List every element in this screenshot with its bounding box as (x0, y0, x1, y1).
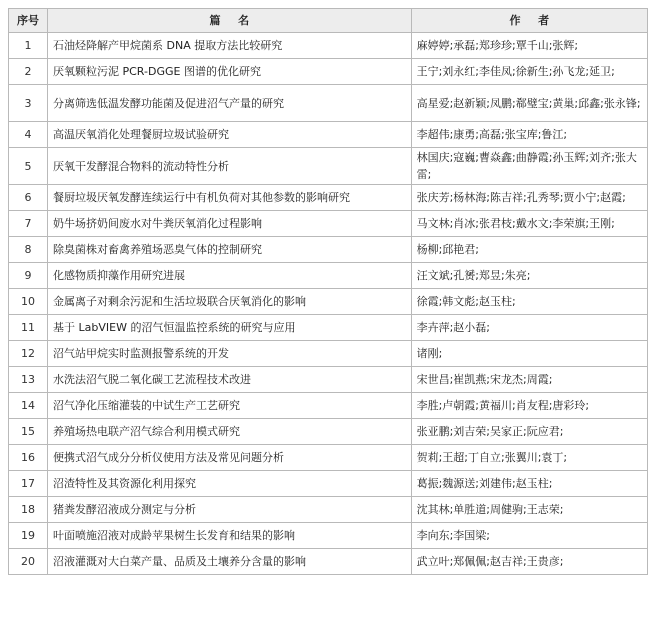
row-title: 化感物质抑藻作用研究进展 (48, 263, 412, 289)
row-author: 高星爱;赵新颖;凤鹏;郗璧宝;黄巢;邱鑫;张永锋; (411, 85, 647, 122)
row-title: 沼渣特性及其资源化利用探究 (48, 471, 412, 497)
row-author: 杨柳;邱艳君; (411, 237, 647, 263)
table-row (9, 393, 648, 419)
header-title: 篇名 (48, 9, 412, 33)
row-number: 3 (9, 85, 48, 122)
table-row (9, 419, 648, 445)
row-title: 高温厌氧消化处理餐厨垃圾试验研究 (48, 122, 412, 148)
row-title: 金属离子对剩余污泥和生活垃圾联合厌氧消化的影响 (48, 289, 412, 315)
row-title: 便携式沼气成分分析仪使用方法及常见问题分析 (48, 445, 412, 471)
row-author: 麻婷婷;承磊;郑珍珍;覃千山;张辉; (411, 33, 647, 59)
row-number: 9 (9, 263, 48, 289)
row-title: 沼气站甲烷实时监测报警系统的开发 (48, 341, 412, 367)
row-author: 李向东;李国梁; (411, 523, 647, 549)
table-row (9, 185, 648, 211)
row-author: 林国庆;寇巍;曹焱鑫;曲静霞;孙玉辉;刘齐;张大雷; (411, 148, 647, 185)
table-row (9, 33, 648, 59)
table-row (9, 263, 648, 289)
row-title: 奶牛场挤奶间废水对牛粪厌氧消化过程影响 (48, 211, 412, 237)
row-author: 李卉萍;赵小磊; (411, 315, 647, 341)
row-title: 沼液灌溉对大白菜产量、品质及土壤养分含量的影响 (48, 549, 412, 575)
row-author: 诸刚; (411, 341, 647, 367)
table-row (9, 237, 648, 263)
row-title: 餐厨垃圾厌氧发酵连续运行中有机负荷对其他参数的影响研究 (48, 185, 412, 211)
row-number: 6 (9, 185, 48, 211)
row-number: 12 (9, 341, 48, 367)
table-row (9, 289, 648, 315)
header-author: 作者 (411, 9, 647, 33)
row-author: 武立叶;郑佩佩;赵吉祥;王贵彦; (411, 549, 647, 575)
table-row (9, 122, 648, 148)
row-number: 13 (9, 367, 48, 393)
row-number: 16 (9, 445, 48, 471)
row-title: 养殖场热电联产沼气综合利用模式研究 (48, 419, 412, 445)
row-number: 2 (9, 59, 48, 85)
row-title: 厌氧颗粒污泥 PCR-DGGE 图谱的优化研究 (48, 59, 412, 85)
row-author: 李超伟;康勇;高磊;张宝库;鲁江; (411, 122, 647, 148)
table-row (9, 315, 648, 341)
row-number: 7 (9, 211, 48, 237)
row-author: 王宁;刘永红;李佳凤;徐新生;孙飞龙;延卫; (411, 59, 647, 85)
table-row (9, 59, 648, 85)
row-number: 20 (9, 549, 48, 575)
row-number: 11 (9, 315, 48, 341)
row-number: 18 (9, 497, 48, 523)
table-row (9, 341, 648, 367)
row-number: 8 (9, 237, 48, 263)
row-title: 除臭菌株对畜禽养殖场恶臭气体的控制研究 (48, 237, 412, 263)
row-number: 19 (9, 523, 48, 549)
row-number: 5 (9, 148, 48, 185)
table-row (9, 148, 648, 185)
table-row (9, 549, 648, 575)
row-author: 徐霞;韩文彪;赵玉柱; (411, 289, 647, 315)
row-title: 基于 LabVIEW 的沼气恒温监控系统的研究与应用 (48, 315, 412, 341)
table-row (9, 471, 648, 497)
row-number: 4 (9, 122, 48, 148)
row-title: 沼气净化压缩灌装的中试生产工艺研究 (48, 393, 412, 419)
table-row (9, 497, 648, 523)
table-row (9, 445, 648, 471)
table-row (9, 523, 648, 549)
row-author: 葛振;魏源送;刘建伟;赵玉柱; (411, 471, 647, 497)
row-title: 水洗法沼气脱二氧化碳工艺流程技术改进 (48, 367, 412, 393)
row-author: 贺莉;王超;丁自立;张翼川;袁丁; (411, 445, 647, 471)
row-author: 李胜;卢朝霞;黄福川;肖友程;唐彩玲; (411, 393, 647, 419)
row-number: 1 (9, 33, 48, 59)
row-title: 猪粪发酵沼液成分测定与分析 (48, 497, 412, 523)
row-author: 宋世昌;崔凯燕;宋龙杰;周霞; (411, 367, 647, 393)
row-title: 石油烃降解产甲烷菌系 DNA 提取方法比较研究 (48, 33, 412, 59)
row-author: 沈其林;单胜道;周健驹;王志荣; (411, 497, 647, 523)
table-row (9, 85, 648, 122)
row-author: 张亚鹏;刘吉荣;吴家正;阮应君; (411, 419, 647, 445)
row-number: 17 (9, 471, 48, 497)
table-row (9, 211, 648, 237)
row-number: 14 (9, 393, 48, 419)
paper-list-table (8, 8, 648, 575)
table-row (9, 367, 648, 393)
row-author: 马文林;肖冰;张君枝;戴水文;李荣旗;王刚; (411, 211, 647, 237)
row-number: 15 (9, 419, 48, 445)
row-title: 厌氧干发酵混合物料的流动特性分析 (48, 148, 412, 185)
row-title: 分离筛选低温发酵功能菌及促进沼气产量的研究 (48, 85, 412, 122)
row-author: 张庆芳;杨林海;陈吉祥;孔秀琴;贾小宁;赵霞; (411, 185, 647, 211)
table-header-row (9, 9, 648, 33)
row-author: 汪文斌;孔赟;郑昱;朱亮; (411, 263, 647, 289)
header-number: 序号 (9, 9, 48, 33)
row-number: 10 (9, 289, 48, 315)
row-title: 叶面喷施沼液对成龄苹果树生长发育和结果的影响 (48, 523, 412, 549)
